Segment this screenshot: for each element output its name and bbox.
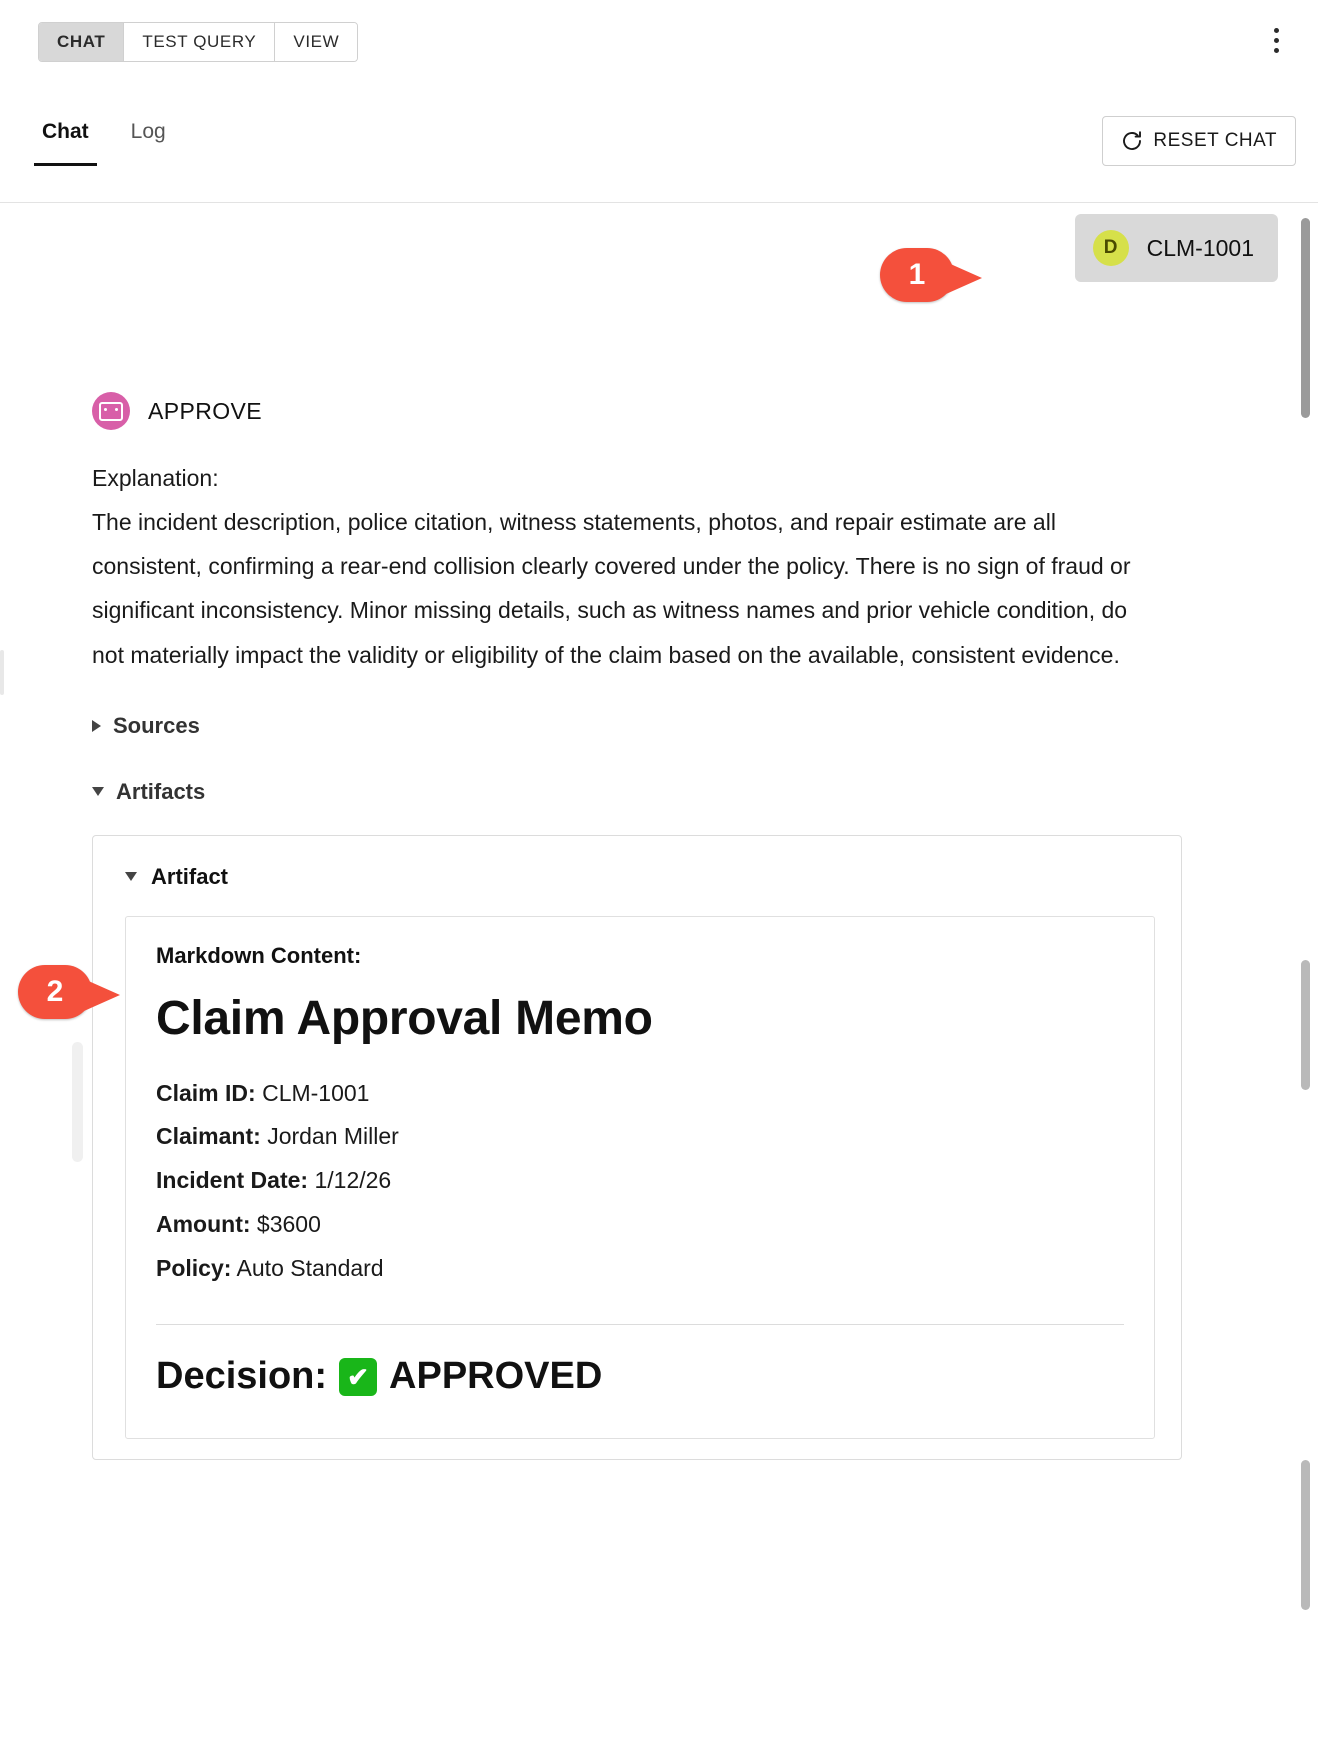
kebab-menu-icon[interactable] bbox=[1256, 18, 1296, 62]
memo-field-label: Amount: bbox=[156, 1210, 251, 1237]
subtab-chat[interactable]: Chat bbox=[42, 120, 89, 166]
assistant-header bbox=[92, 392, 1182, 430]
memo-field-claim-id bbox=[156, 1072, 1124, 1116]
memo-field-label: Claim ID: bbox=[156, 1079, 256, 1106]
memo-field-value: Auto Standard bbox=[236, 1254, 384, 1281]
mode-segmented-control[interactable] bbox=[38, 22, 358, 62]
memo-title: Claim Approval Memo bbox=[156, 991, 653, 1045]
user-message-bubble[interactable] bbox=[1075, 214, 1278, 282]
chat-scroll-area[interactable] bbox=[0, 202, 1318, 1764]
annotation-badge: 1 bbox=[880, 248, 954, 302]
robot-icon bbox=[92, 392, 130, 430]
assistant-message bbox=[92, 392, 1182, 1460]
memo-field-value: $3600 bbox=[256, 1210, 321, 1237]
artifacts-label: Artifacts bbox=[116, 778, 206, 804]
outer-scrollbar-thumb-upper[interactable] bbox=[1301, 960, 1310, 1090]
memo-field-value: Jordan Miller bbox=[267, 1123, 399, 1150]
chat-subtab-bar bbox=[0, 92, 1318, 203]
memo-field-claimant bbox=[156, 1115, 1124, 1159]
outer-scrollbar-thumb-lower[interactable] bbox=[1301, 1460, 1310, 1610]
artifacts-panel bbox=[92, 835, 1182, 1460]
subtab-log[interactable]: Log bbox=[130, 120, 166, 143]
refresh-icon bbox=[1121, 130, 1143, 152]
memo-field-value: CLM-1001 bbox=[262, 1079, 370, 1106]
memo-field-label: Policy: bbox=[156, 1254, 232, 1281]
robot-face-icon bbox=[99, 402, 123, 421]
user-message-row bbox=[1075, 214, 1278, 282]
explanation-text: The incident description, police citation, witness statements, photos, and repair estimate are all consistent, confirming a rear-end collision clearly covered under the policy. There is no sign of fraud or significant inconsistency. Minor missing details, such as witness names and prior vehicle condition, do not materially impact the validity or eligibility of the claim based on the available, consistent evidence. bbox=[92, 509, 1131, 668]
annotation-pointer bbox=[946, 262, 982, 294]
subtab-group bbox=[42, 120, 166, 166]
artifact-label: Artifact bbox=[151, 863, 229, 889]
memo-field-value: 1/12/26 bbox=[314, 1167, 392, 1194]
kebab-dot bbox=[1274, 38, 1279, 43]
user-avatar: D bbox=[1093, 230, 1129, 266]
markdown-content-label: Markdown Content: bbox=[156, 942, 362, 968]
tab-view[interactable]: VIEW bbox=[275, 23, 357, 61]
memo-field-label: Claimant: bbox=[156, 1123, 261, 1150]
chat-scrollbar-thumb[interactable] bbox=[1301, 218, 1310, 418]
annotation-badge: 2 bbox=[18, 965, 92, 1019]
chevron-down-icon bbox=[125, 872, 137, 881]
memo-decision-value: APPROVED bbox=[389, 1355, 603, 1398]
chevron-down-icon bbox=[92, 787, 104, 796]
artifact-disclosure[interactable] bbox=[125, 864, 1155, 890]
kebab-dot bbox=[1274, 48, 1279, 53]
memo-decision bbox=[156, 1355, 1124, 1398]
reset-chat-button[interactable] bbox=[1102, 116, 1296, 166]
memo-field-amount bbox=[156, 1203, 1124, 1247]
memo-field-policy bbox=[156, 1247, 1124, 1291]
artifact-content-card bbox=[125, 916, 1155, 1439]
user-message-text: CLM-1001 bbox=[1146, 234, 1254, 261]
reset-chat-label: RESET CHAT bbox=[1153, 130, 1277, 151]
memo-field-label: Incident Date: bbox=[156, 1167, 309, 1194]
tab-test-query[interactable]: TEST QUERY bbox=[124, 23, 275, 61]
explanation-label: Explanation: bbox=[92, 465, 219, 491]
inner-scrollbar-thumb[interactable] bbox=[72, 1042, 83, 1162]
chevron-right-icon bbox=[92, 720, 101, 732]
assistant-decision-title: APPROVE bbox=[148, 397, 263, 424]
kebab-dot bbox=[1274, 28, 1279, 33]
memo-divider bbox=[156, 1324, 1124, 1325]
annotation-1 bbox=[880, 248, 982, 302]
page-scrollbar-left[interactable] bbox=[0, 650, 4, 695]
sources-label: Sources bbox=[113, 712, 200, 738]
artifacts-disclosure[interactable] bbox=[92, 779, 1182, 805]
memo-decision-label: Decision: bbox=[156, 1355, 328, 1398]
top-tab-bar bbox=[0, 0, 1318, 93]
tab-chat[interactable]: CHAT bbox=[39, 23, 124, 61]
check-mark-icon: ✔ bbox=[339, 1358, 377, 1396]
memo-field-incident-date bbox=[156, 1159, 1124, 1203]
annotation-pointer bbox=[84, 979, 120, 1011]
annotation-2 bbox=[18, 965, 120, 1019]
sources-disclosure[interactable] bbox=[92, 713, 1182, 739]
